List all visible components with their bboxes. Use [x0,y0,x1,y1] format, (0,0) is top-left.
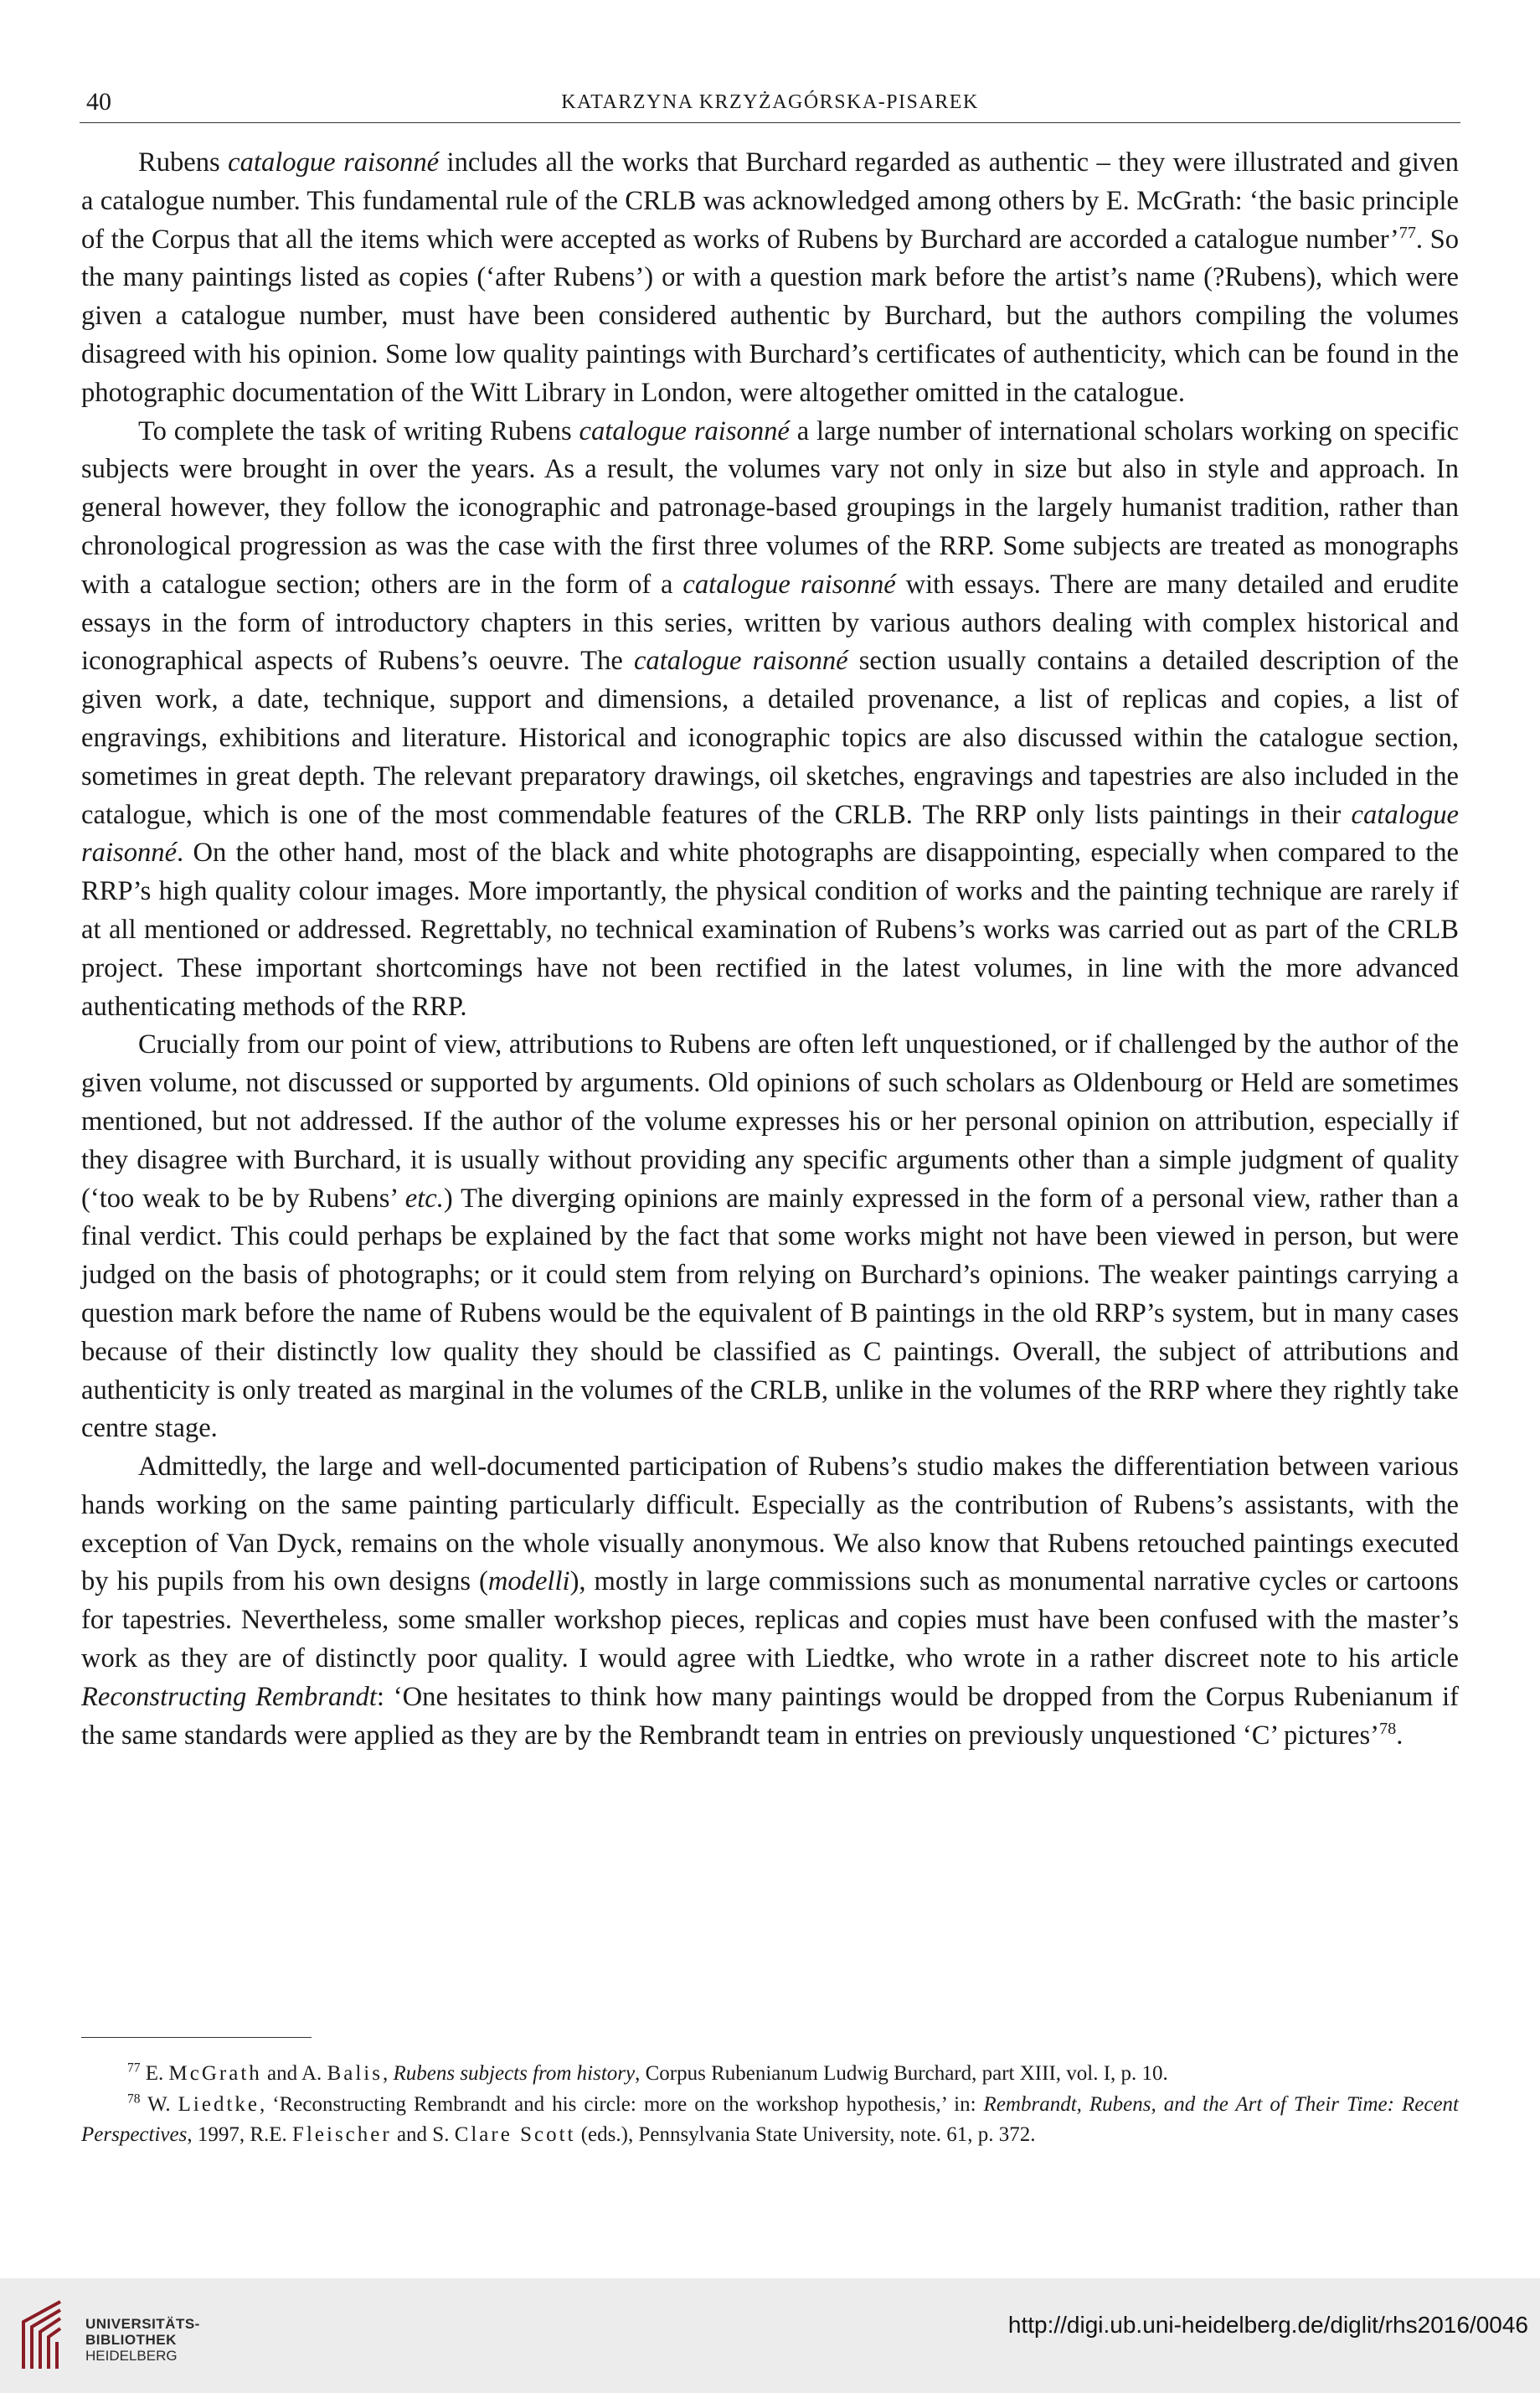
footnote-78 [81,2090,1459,2150]
italic-term: catalogue raisonné [579,415,790,446]
footnote-number: 77 [127,2060,141,2076]
university-library-logo-icon[interactable] [17,2297,75,2372]
text-run: includes all the works that Burchard regarded as authentic – they were illustrated and given a catalogue number. This fundamental rule of the CRLB was acknowledged among others by E. McGrath: ‘the basic principle of the Corpus that all the items which were accepted as works of Rubens by Burchard are accorded a catalogue number’ [81,147,1459,255]
text-run: (eds.), Pennsylvania State University, note. 61, p. 372. [575,2123,1036,2146]
text-run: . On the other hand, most of the black and white photographs are disappointing, especially when compared to the RRP’s high quality colour images. More importantly, the physical condition of works and the painting technique are rarely if at all mentioned or addressed. Regrettably, no technical examination of Rubens’s works was carried out as part of the CRLB project. These important shortcomings have not been rectified in the latest volumes, in line with the more advanced authenticating methods of the RRP. [81,838,1459,1022]
library-name-line: BIBLIOTHEK [85,2332,177,2348]
footnote-author: Liedtke [178,2093,260,2116]
text-run: W. [147,2093,178,2116]
text-run: Rubens [138,147,229,178]
italic-term: modelli [487,1566,570,1597]
text-run: and A. [261,2062,327,2085]
library-name [85,2316,200,2364]
source-url-link[interactable]: http://digi.ub.uni-heidelberg.de/diglit/rhs2016/0046 [1007,2312,1528,2338]
text-run: section usually contains a detailed description of the given work, a date, technique, support and dimensions, a detailed provenance, a list of replicas and copies, a list of engravings, exhibitions and literature. Historical and iconographic topics are also discussed within the catalogue section, sometimes in great depth. The relevant preparatory drawings, oil sketches, engravings and tapestries are also included in the catalogue, which is one of the most commendable features of the CRLB. The RRP only lists paintings in their [81,646,1459,830]
italic-term: catalogue raisonné [81,799,1459,869]
footnote-ref-78[interactable]: 78 [1379,1719,1397,1738]
text-run: a large number of international scholars working on specific subjects were brought in over the years. As a result, the volumes vary not only in size but also in style and approach. In general however, they follow the iconographic and patronage-based groupings in the largely humanist tradition, rather than chronological progression as was the case with the first three volumes of the RRP. Some subjects are treated as monographs with a catalogue section; others are in the form of a [81,415,1459,600]
text-run: , [382,2062,394,2085]
text-run: E. [145,2062,169,2085]
italic-term: etc. [404,1183,444,1214]
text-run: To complete the task of writing Rubens [138,415,579,446]
paragraph-4 [81,1448,1459,1755]
text-run: . [1396,1720,1404,1751]
footnote-author: Balis [327,2062,383,2085]
italic-title: Reconstructing Rembrandt [81,1681,377,1712]
footnote-author: Fleischer [292,2123,392,2146]
paragraph-2 [81,413,1459,1027]
footnote-author: Clare Scott [454,2123,576,2146]
text-run: with essays. There are many detailed and erudite essays in the form of introductory chapters in this series, written by various authors dealing with complex historical and iconographical aspects of Rubens’s oeuvre. The [81,569,1460,677]
digitization-footer [0,2278,1540,2393]
text-run: : ‘One hesitates to think how many paintings would be dropped from the Corpus Rubenianum if the same standards were applied as they are by the Rembrandt team in entries on previously unquestioned ‘C’ pictures’ [81,1681,1459,1751]
footnote-ref-77[interactable]: 77 [1398,223,1416,242]
footnote-77 [81,2059,1459,2089]
library-name-line: UNIVERSITÄTS- [85,2316,200,2332]
italic-term: catalogue raisonné [633,646,848,677]
page-number: 40 [86,88,111,116]
running-head-author: KATARZYNA KRZYŻAGÓRSKA-PISAREK [561,91,979,113]
text-run: Admittedly, the large and well-documented participation of Rubens’s studio makes the differentiation between various hands working on the same painting particularly difficult. Especially as the contribution of Rubens’s assistants, with the exception of Van Dyck, remains on the whole visually anonymous. We also know that Rubens retouched paintings executed by his pupils from his own designs ( [81,1452,1459,1597]
text-run: , Corpus Rubenianum Ludwig Burchard, part XIII, vol. I, p. 10. [635,2062,1168,2085]
paragraph-1 [81,144,1459,413]
text-run: ), mostly in large commissions such as monumental narrative cycles or cartoons for tapestries. Nevertheless, some smaller workshop pieces, replicas and copies must have been confused with the master’s work as they are of distinctly poor quality. I would agree with Liedtke, who wrote in a rather discreet note to his article [81,1566,1459,1674]
text-run: . So the many paintings listed as copies (‘after Rubens’) or with a question mark before the artist’s name (?Rubens), which were given a catalogue number, must have been considered authentic by Burchard, but the authors compiling the volumes disagreed with his opinion. Some low quality paintings with Burchard’s certificates of authenticity, which can be found in the photographic documentation of the Witt Library in London, were altogether omitted in the catalogue. [81,224,1459,408]
footnote-title: Rembrandt, Rubens, and the Art of Their Time: Recent Perspectives [81,2093,1459,2146]
text-run: and S. [391,2123,455,2146]
library-name-line: HEIDELBERG [85,2348,178,2364]
italic-term: catalogue raisonné [228,147,440,178]
footnotes [81,2059,1459,2151]
paragraph-3 [81,1026,1459,1448]
footnote-title: Rubens subjects from history [393,2062,636,2085]
footnote-number: 78 [127,2091,141,2107]
footnote-divider [81,2037,312,2038]
text-run: Crucially from our point of view, attributions to Rubens are often left unquestioned, or if challenged by the author of the given volume, not discussed or supported by arguments. Old opinions of such scholars as Oldenbourg or Held are sometimes mentioned, but not addressed. If the author of the volume expresses his or her personal opinion on attribution, especially if they disagree with Burchard, it is usually without providing any specific arguments other than a simple judgment of quality (‘too weak to be by Rubens’ [81,1029,1459,1214]
text-run: ) The diverging opinions are mainly expressed in the form of a personal view, rather than a final verdict. This could perhaps be explained by the fact that some works might not have been viewed in person, but were judged on the basis of photographs; or it could stem from relying on Burchard’s opinions. The weaker paintings carrying a question mark before the name of Rubens would be the equivalent of B paintings in the old RRP’s system, but in many cases because of their distinctly low quality they should be classified as C paintings. Overall, the subject of attributions and authenticity is only treated as marginal in the volumes of the CRLB, unlike in the volumes of the RRP where they rightly take centre stage. [81,1183,1459,1444]
footnote-author: McGrath [168,2062,262,2085]
text-run: , 1997, R.E. [187,2123,293,2146]
running-head [80,85,1460,123]
body-text [81,144,1459,1755]
italic-term: catalogue raisonné [682,569,896,600]
text-run: , ‘Reconstructing Rembrandt and his circle: more on the workshop hypothesis,’ in: [260,2093,984,2116]
